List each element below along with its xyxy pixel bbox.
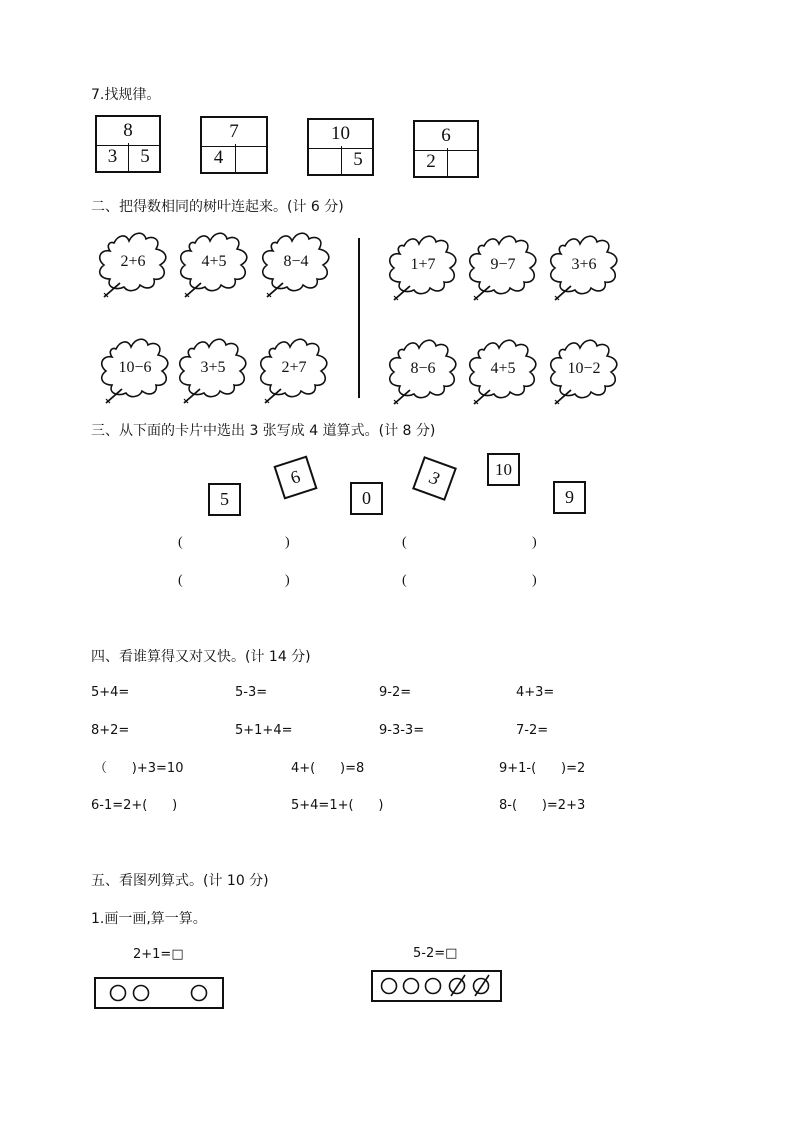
s4-title: 四、看谁算得又对又快。(计 14 分) xyxy=(91,649,311,665)
answer-paren-open: ( xyxy=(402,535,407,550)
q7-title: 7.找规律。 xyxy=(91,87,161,103)
house-right-value: 5 xyxy=(140,146,150,167)
problem: 5+4= xyxy=(91,685,130,700)
number-card[interactable]: 5 xyxy=(208,483,241,516)
problem: 6-1=2+( ) xyxy=(91,798,178,813)
leaf-expression: 8−4 xyxy=(283,253,309,270)
leaf-expression: 9−7 xyxy=(490,256,516,273)
problem: 5+4=1+( ) xyxy=(291,798,384,813)
house-right-value: 5 xyxy=(353,149,363,170)
number-house-2 xyxy=(200,116,268,174)
leaf-card[interactable] xyxy=(543,232,625,304)
problem: 7-2= xyxy=(516,723,549,738)
problem: 9+1-( )=2 xyxy=(499,761,586,776)
number-house-4 xyxy=(413,120,479,178)
leaf-card[interactable] xyxy=(255,229,337,301)
crossed-circles-icon xyxy=(373,972,500,1000)
answer-paren-close: ) xyxy=(285,573,290,588)
leaf-expression: 4+5 xyxy=(490,360,516,377)
number-house-3 xyxy=(307,118,374,176)
house-right-value xyxy=(448,148,479,176)
s5-subtitle: 1.画一画,算一算。 xyxy=(91,911,207,927)
answer-paren-open: ( xyxy=(178,573,183,588)
leaf-card[interactable] xyxy=(173,229,255,301)
house-top-value: 7 xyxy=(202,118,266,147)
leaf-expression: 1+7 xyxy=(410,256,436,273)
bead-frame-1 xyxy=(94,977,224,1009)
leaf-expression: 4+5 xyxy=(201,253,227,270)
problem: 5-3= xyxy=(235,685,268,700)
leaf-expression: 2+6 xyxy=(120,253,146,270)
bead-frame-2 xyxy=(371,970,502,1002)
leaf-card[interactable] xyxy=(462,232,544,304)
house-top-value: 8 xyxy=(97,117,159,146)
leaf-card[interactable] xyxy=(543,336,625,408)
leaf-card[interactable] xyxy=(172,335,254,407)
s3-title: 三、从下面的卡片中选出 3 张写成 4 道算式。(计 8 分) xyxy=(91,423,436,439)
house-top-value: 6 xyxy=(415,122,477,151)
house-top-value: 10 xyxy=(309,120,372,149)
house-left-value: 4 xyxy=(213,147,224,168)
s2-title: 二、把得数相同的树叶连起来。(计 6 分) xyxy=(91,199,344,215)
answer-paren-close: ) xyxy=(285,535,290,550)
leaf-expression: 10−2 xyxy=(567,360,601,377)
house-left-value: 2 xyxy=(426,151,436,172)
answer-paren-close: ) xyxy=(532,535,537,550)
problem: 8-( )=2+3 xyxy=(499,798,586,813)
answer-paren-open: ( xyxy=(178,535,183,550)
circles-icon xyxy=(96,979,222,1007)
problem: 9-3-3= xyxy=(379,723,425,738)
number-house-1 xyxy=(95,115,161,173)
leaf-card[interactable] xyxy=(94,335,176,407)
number-card[interactable]: 6 xyxy=(273,455,317,499)
leaf-card[interactable] xyxy=(253,335,335,407)
answer-paren-open: ( xyxy=(402,573,407,588)
leaf-expression: 3+5 xyxy=(200,359,226,376)
number-card[interactable]: 0 xyxy=(350,482,383,515)
leaf-expression: 2+7 xyxy=(281,359,307,376)
leaf-card[interactable] xyxy=(92,229,174,301)
leaf-expression: 10−6 xyxy=(118,359,152,376)
answer-paren-close: ) xyxy=(532,573,537,588)
house-right-value xyxy=(236,144,268,172)
equation-1: 2+1=□ xyxy=(133,947,184,962)
problem: （ )+3=10 xyxy=(94,761,184,776)
separator-line xyxy=(358,238,360,398)
house-left-value: 3 xyxy=(107,146,118,167)
number-card[interactable]: 9 xyxy=(553,481,586,514)
leaf-card[interactable] xyxy=(462,336,544,408)
leaf-expression: 8−6 xyxy=(410,360,436,377)
number-card[interactable]: 3 xyxy=(412,456,457,501)
leaf-card[interactable] xyxy=(382,336,464,408)
equation-2: 5-2=□ xyxy=(413,946,458,961)
problem: 8+2= xyxy=(91,723,130,738)
leaf-card[interactable] xyxy=(382,232,464,304)
house-left-value xyxy=(309,146,341,174)
s5-title: 五、看图列算式。(计 10 分) xyxy=(91,873,269,889)
problem: 5+1+4= xyxy=(235,723,293,738)
leaf-expression: 3+6 xyxy=(571,256,597,273)
problem: 4+( )=8 xyxy=(291,761,365,776)
number-card[interactable]: 10 xyxy=(487,453,520,486)
problem: 4+3= xyxy=(516,685,555,700)
problem: 9-2= xyxy=(379,685,412,700)
